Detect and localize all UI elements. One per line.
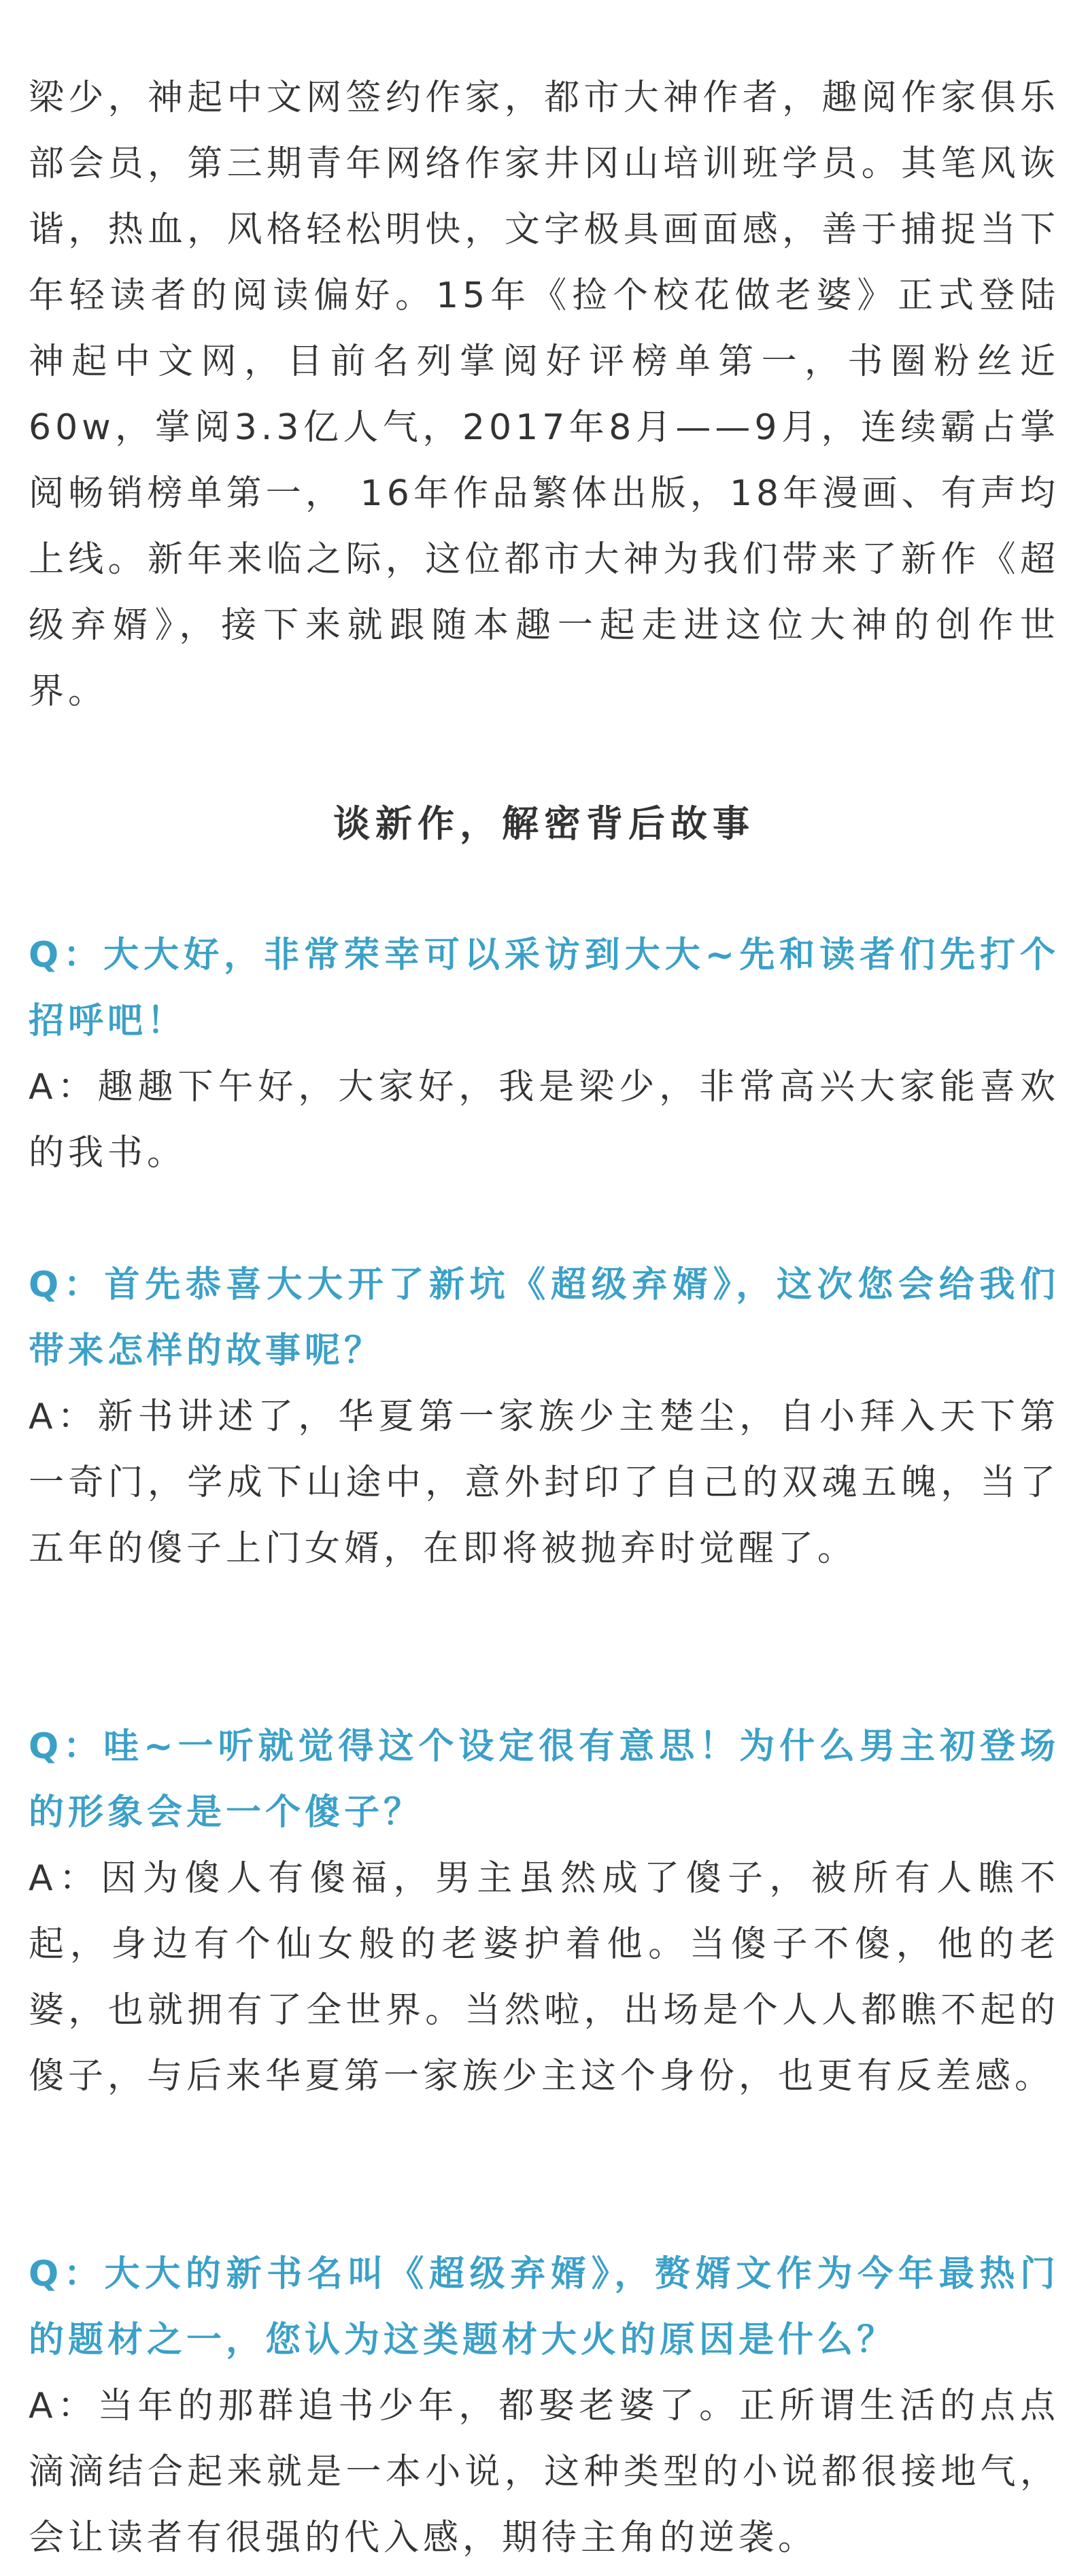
qa-block xyxy=(29,2242,1059,2571)
qa-block xyxy=(29,1714,1059,2110)
question-text: Q：大大好，非常荣幸可以采访到大大~先和读者们先打个招呼吧！ xyxy=(29,935,1059,1042)
question-text: Q：首先恭喜大大开了新坑《超级弃婿》，这次您会给我们带来怎样的故事呢？ xyxy=(29,1265,1059,1371)
answer-text: A：新书讲述了，华夏第一家族少主楚尘，自小拜入天下第一奇门，学成下山途中，意外封印了自己的双魂五魄，当了五年的傻子上门女婿，在即将被抛弃时觉醒了。 xyxy=(29,1396,1059,1569)
answer-text: A：因为傻人有傻福，男主虽然成了傻子，被所有人瞧不起，身边有个仙女般的老婆护着他。当傻子不傻，他的老婆，也就拥有了全世界。当然啦，出场是个人人都瞧不起的傻子，与后来华夏第一家族少主这个身份，也更有反差感。 xyxy=(29,1858,1059,2097)
answer-text: A：当年的那群追书少年，都娶老婆了。正所谓生活的点点滴滴结合起来就是一本小说，这种类型的小说都很接地气，会让读者有很强的代入感，期待主角的逆袭。 xyxy=(29,2386,1059,2558)
question-text: Q：哇~一听就觉得这个设定很有意思！为什么男主初登场的形象会是一个傻子？ xyxy=(29,1726,1059,1833)
question-text: Q：大大的新书名叫《超级弃婿》，赘婿文作为今年最热门的题材之一，您认为这类题材大火的原因是什么？ xyxy=(29,2254,1059,2360)
answer-text: A：趣趣下午好，大家好，我是梁少，非常高兴大家能喜欢的我书。 xyxy=(29,1067,1059,1173)
qa-block xyxy=(29,923,1059,1186)
section-heading: 谈新作，解密背后故事 xyxy=(333,802,755,845)
intro-paragraph: 梁少，神起中文网签约作家，都市大神作者，趣阅作家俱乐部会员，第三期青年网络作家井冈山培训班学员。其笔风诙谐，热血，风格轻松明快，文字极具画面感，善于捕捉当下年轻读者的阅读偏好。15年《捡个校花做老婆》正式登陆神起中文网，目前名列掌阅好评榜单第一，书圈粉丝近60w，掌阅3.3亿人气，2017年8月——9月，连续霸占掌阅畅销榜单第一， 16年作品繁体出版，18年漫画、有声均上线。新年来临之际，这位都市大神为我们带来了新作《超级弃婿》，接下来就跟随本趣一起走进这位大神的创作世界。 xyxy=(29,78,1059,712)
qa-block xyxy=(29,1252,1059,1582)
